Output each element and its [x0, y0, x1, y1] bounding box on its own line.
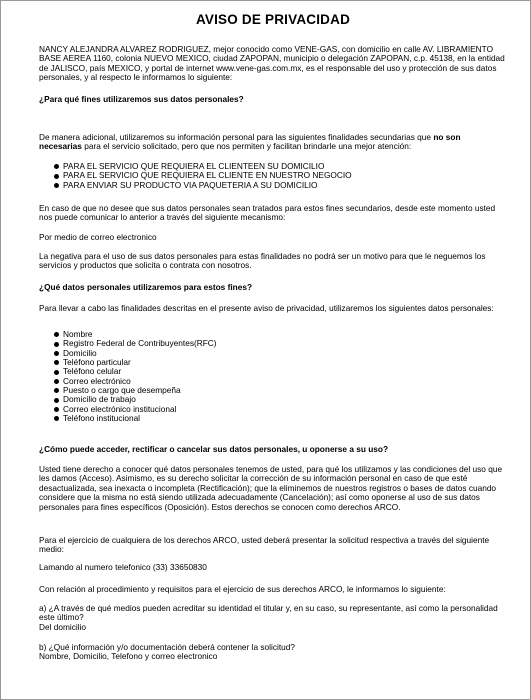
question-a: [39, 604, 505, 632]
list-item: Domicilio de trabajo: [53, 395, 217, 404]
refusal-paragraph: La negativa para el uso de sus datos personales para estas finalidades no podrá ser un motivo para que le neguemos los servicios y productos que solicita o contrata con nosotros.: [39, 251, 486, 271]
list-item: Puesto o cargo que desempeña: [53, 386, 217, 395]
list-item: Teléfono particular: [53, 358, 217, 367]
section-heading-arco: ¿Cómo puede acceder, rectificar o cancelar sus datos personales, u oponerse a su uso?: [39, 444, 389, 454]
question-b: [39, 643, 505, 662]
secondary-purposes-bold: no son necesarias: [39, 132, 461, 152]
question-a-text: a) ¿A través de qué medios pueden acreditar su identidad el titular y, en su caso, su representante, así como la personalidad este último?: [39, 603, 498, 623]
list-item: PARA ENVIAR SU PRODUCTO VIA PAQUETERIA A SU DOMICILIO: [53, 181, 352, 190]
arco-request-paragraph: Para el ejercicio de cualquiera de los derechos ARCO, usted deberá presentar la solicitud respectiva a través del siguiente medio:: [39, 535, 490, 555]
contact-phone: Lamando al numero telefonico (33) 33650830: [39, 562, 207, 572]
list-item: Domicilio: [53, 349, 217, 358]
section-heading-data: ¿Qué datos personales utilizaremos para estos fines?: [39, 282, 253, 292]
opt-out-mechanism: Por medio de correo electronico: [39, 232, 157, 242]
data-intro-paragraph: Para llevar a cabo las finalidades descritas en el presente aviso de privacidad, utilizaremos los siguientes datos personales:: [39, 303, 494, 313]
list-item: Correo electrónico institucional: [53, 405, 217, 414]
list-item: Correo electrónico: [53, 377, 217, 386]
list-item: Teléfono institucional: [53, 414, 217, 423]
arco-rights-paragraph: Usted tiene derecho a conocer qué datos personales tenemos de usted, para qué los utilizamos y las condiciones del uso que les damos (Acceso). Asimismo, es su derecho solicitar la corrección de su información personal en caso de que esté desactualizada, sea inexacta o incompleta (Rectificación); que la eliminemos de nuestros registros o bases de datos cuando considere que la misma no está siendo utilizada adecuadamente (Cancelación); así como oponerse al uso de sus datos personales para fines específicos (Oposición). Estos derechos se conocen como derechos ARCO.: [39, 464, 503, 512]
list-item: PARA EL SERVICIO QUE REQUIERA EL CLIENTE EN NUESTRO NEGOCIO: [53, 171, 352, 180]
secondary-purposes-text-a: De manera adicional, utilizaremos su información personal para las siguientes finalidades secundarias que: [39, 132, 434, 142]
list-item: PARA EL SERVICIO QUE REQUIERA EL CLIENTEEN SU DOMICILIO: [53, 162, 352, 171]
question-b-answer: Nombre, Domicilio, Telefono y correo electronico: [39, 651, 218, 662]
list-item: Teléfono celular: [53, 367, 217, 376]
arco-procedure-paragraph: Con relación al procedimiento y requisitos para el ejercicio de sus derechos ARCO, le informamos lo siguiente:: [39, 584, 446, 594]
secondary-purposes-paragraph: [39, 133, 505, 152]
list-item: Registro Federal de Contribuyentes(RFC): [53, 339, 217, 348]
secondary-purposes-list: [53, 162, 352, 190]
opt-out-paragraph: En caso de que no desee que sus datos personales sean tratados para estos fines secundarios, desde este momento usted nos puede comunicar lo anterior a través del siguiente mecanismo:: [39, 203, 496, 223]
document-title: AVISO DE PRIVACIDAD: [195, 12, 351, 27]
intro-paragraph: NANCY ALEJANDRA ALVAREZ RODRIGUEZ, mejor conocido como VENE-GAS, con domicilio en calle AV. LIBRAMIENTO BASE AEREA 1160, colonia NUEVO MEXICO, ciudad ZAPOPAN, municipio o delegación ZAPOPAN, c.p. 45138, en la entidad de JALISCO, país MEXICO, y portal de internet www.vene-gas.com.mx, es el responsable del uso y protección de sus datos personales, y al respecto le informamos lo siguiente:: [39, 44, 505, 83]
question-a-answer: Del domicilio: [39, 621, 87, 632]
personal-data-list: [53, 330, 217, 423]
secondary-purposes-text-b: para el servicio solicitado, pero que nos permiten y facilitan brindarle una mejor atención:: [81, 141, 412, 152]
question-b-text: b) ¿Qué información y/o documentación deberá contener la solicitud?: [39, 642, 295, 652]
section-heading-purposes: ¿Para qué fines utilizaremos sus datos personales?: [39, 94, 244, 104]
list-item: Nombre: [53, 330, 217, 339]
